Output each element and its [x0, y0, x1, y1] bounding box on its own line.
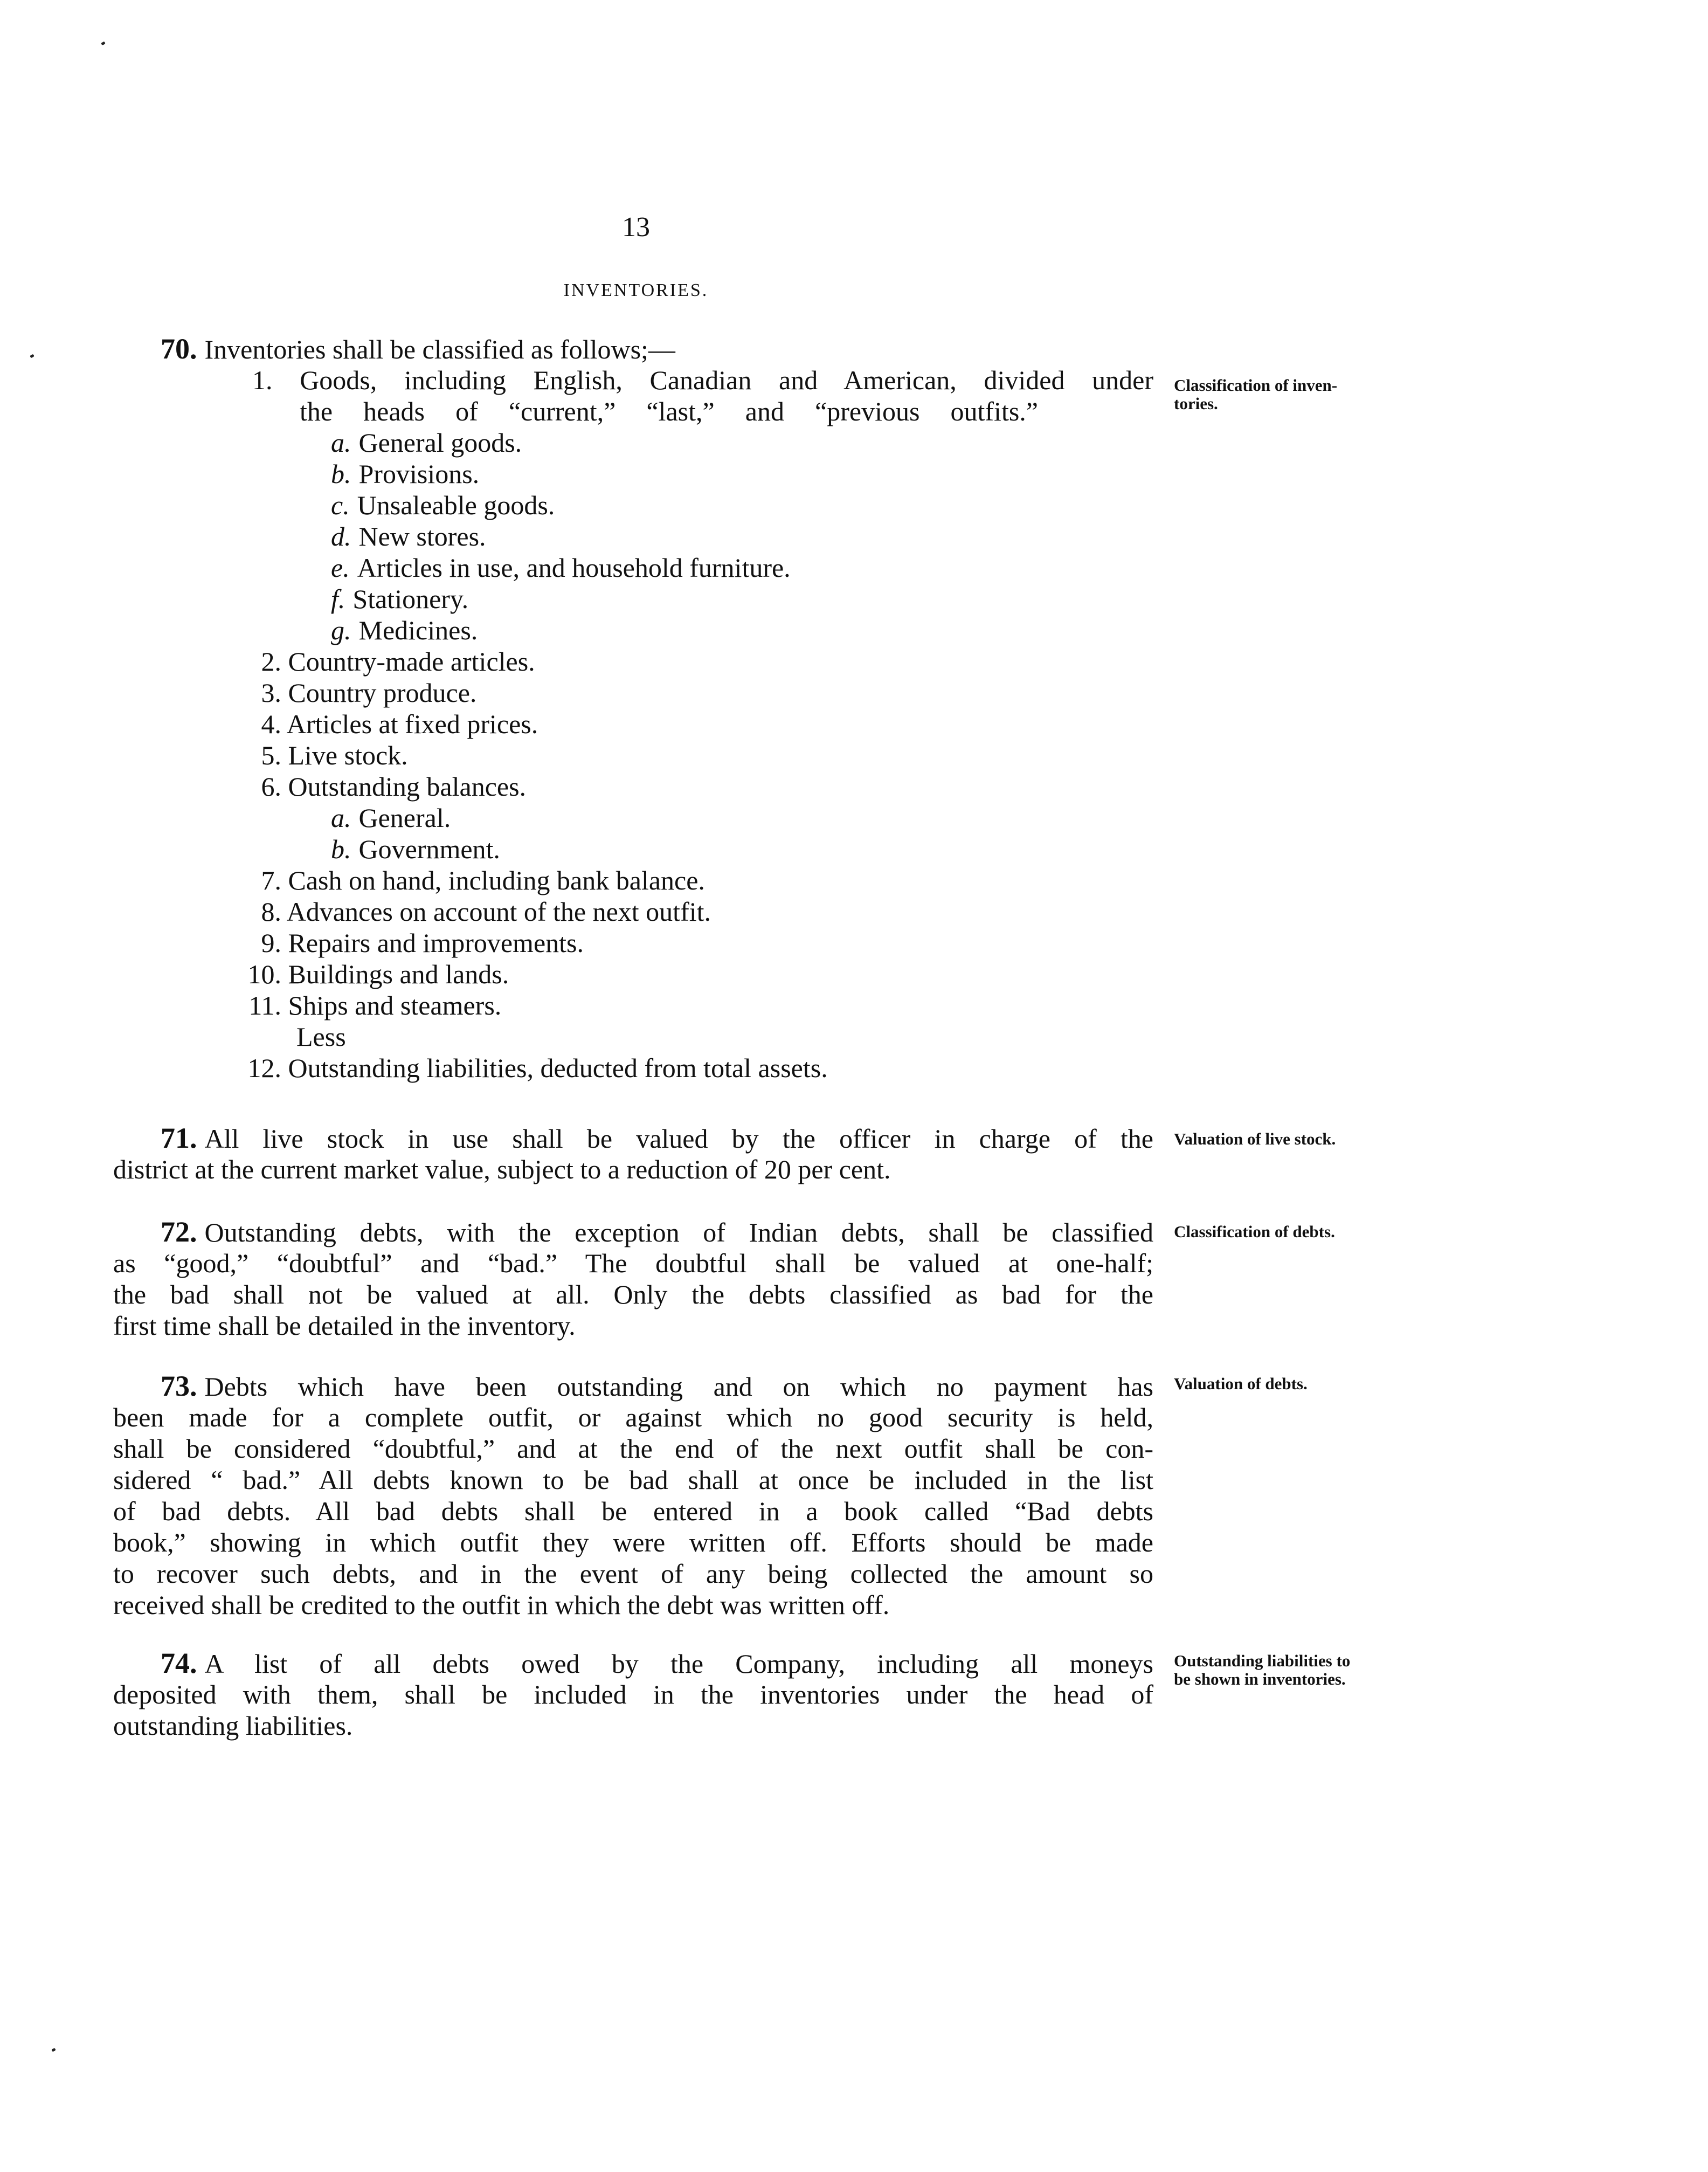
- para74-margin-note: [1174, 1652, 1350, 1688]
- para72-line-4: first time shall be detailed in the inventory.: [113, 1311, 576, 1341]
- para72-line-2: as “good,” “doubtful” and “bad.” The doubtful shall be valued at one-half;: [113, 1248, 1153, 1278]
- sub-item-text: Unsaleable goods.: [357, 490, 555, 520]
- para74-line-2: deposited with them, shall be included in the inventories under the head of: [113, 1679, 1153, 1709]
- list-item-12: [227, 1052, 828, 1084]
- list-item-number: 8.: [261, 897, 281, 927]
- list-item-number: 6.: [261, 771, 281, 802]
- list-item-number: 10.: [247, 959, 281, 989]
- para71-line-1: [161, 1122, 1153, 1154]
- para73-line-1: [161, 1370, 1153, 1402]
- para73-number: 73.: [161, 1370, 197, 1402]
- list-item-4: [227, 708, 538, 740]
- margin-note-line: Valuation of live stock.: [1174, 1129, 1336, 1148]
- para70-intro-line: [161, 333, 675, 365]
- para70-intro: Inventories shall be classified as follows;—: [204, 334, 675, 364]
- margin-note-line: tories.: [1174, 394, 1218, 413]
- list-item-text: Advances on account of the next outfit.: [286, 897, 711, 927]
- para73-line-5: of bad debts. All bad debts shall be entered in a book called “Bad debts: [113, 1496, 1153, 1526]
- list-less-label: Less: [296, 1022, 346, 1052]
- list-item-text: Cash on hand, including bank balance.: [288, 865, 705, 895]
- list-item-3: [227, 677, 476, 708]
- para72-line-3: the bad shall not be valued at all. Only the debts classified as bad for the: [113, 1279, 1153, 1309]
- sub-item-a: [331, 427, 522, 458]
- list-item-number: 11.: [248, 990, 281, 1021]
- section-heading: INVENTORIES.: [563, 280, 709, 300]
- para72-text: Outstanding debts, with the exception of Indian debts, shall be classified: [204, 1217, 1153, 1247]
- sub-item-text: Stationery.: [352, 584, 469, 614]
- sub-item-g: [331, 615, 478, 646]
- sub-item-letter: d.: [331, 521, 351, 551]
- list-item-9: [227, 927, 584, 959]
- list-item-number: 7.: [261, 865, 281, 895]
- scan-speck: [51, 2048, 56, 2052]
- list-item-text: Repairs and improvements.: [288, 928, 584, 958]
- sub-item-d: [331, 521, 486, 552]
- list-item-text: Goods, including English, Canadian and American, divided under: [300, 365, 1154, 395]
- list-item-text: Country-made articles.: [288, 646, 535, 677]
- list-item-2: [227, 646, 535, 677]
- para73-line-4: sidered “ bad.” All debts known to be bad shall at once be included in the list: [113, 1465, 1153, 1495]
- para74-text: A list of all debts owed by the Company, including all moneys: [204, 1649, 1153, 1679]
- list-item-number: 9.: [261, 928, 281, 958]
- sub-item-text: General.: [358, 803, 451, 833]
- sub-item-letter: e.: [331, 553, 350, 583]
- list-item-1: [252, 364, 1153, 396]
- list-item-5: [227, 740, 408, 771]
- para70-margin-note: [1174, 376, 1337, 413]
- para73-line-7: to recover such debts, and in the event of any being collected the amount so: [113, 1559, 1153, 1589]
- list-item-text: Ships and steamers.: [288, 990, 502, 1021]
- margin-note-line: Classification of inven-: [1174, 376, 1338, 395]
- para71-number: 71.: [161, 1122, 197, 1154]
- list-item-number: 1.: [252, 365, 273, 395]
- para71-margin-note: [1174, 1130, 1336, 1148]
- list-item-8: [227, 896, 711, 927]
- list-item-number: 3.: [261, 678, 281, 708]
- para73-text: Debts which have been outstanding and on which no payment has: [204, 1371, 1153, 1402]
- sub-item-text: New stores.: [358, 521, 486, 551]
- sub-item-b: [331, 833, 500, 865]
- sub-item-letter: a.: [331, 803, 351, 833]
- list-item-text: Outstanding balances.: [288, 771, 527, 802]
- para71-line-2: district at the current market value, subject to a reduction of 20 per cent.: [113, 1154, 891, 1184]
- para72-line-1: [161, 1216, 1153, 1248]
- list-item-6: [227, 771, 526, 802]
- sub-item-text: Medicines.: [358, 615, 478, 645]
- list-item-number: 5.: [261, 740, 281, 770]
- sub-item-e: [331, 552, 791, 583]
- sub-item-letter: a.: [331, 427, 351, 458]
- sub-item-f: [331, 583, 468, 615]
- list-item-number: 4.: [261, 709, 281, 739]
- list-item-continuation: the heads of “current,” “last,” and “previous outfits.”: [300, 396, 1038, 426]
- scan-speck: [101, 42, 106, 46]
- para70-number: 70.: [161, 333, 197, 365]
- page-number: 13: [622, 212, 650, 243]
- list-item-11: [227, 990, 501, 1021]
- list-item-7: [227, 865, 705, 896]
- sub-item-b: [331, 458, 479, 489]
- para74-line-3: outstanding liabilities.: [113, 1711, 353, 1741]
- list-item-number: 2.: [261, 646, 281, 677]
- list-item-text: Buildings and lands.: [288, 959, 509, 989]
- sub-item-text: Provisions.: [358, 459, 480, 489]
- list-item-text: Outstanding liabilities, deducted from total assets.: [288, 1053, 828, 1083]
- para71-text: All live stock in use shall be valued by the officer in charge of the: [204, 1123, 1153, 1154]
- margin-note-line: be shown in inventories.: [1174, 1670, 1346, 1688]
- sub-item-letter: b.: [331, 834, 351, 864]
- para72-margin-note: [1174, 1223, 1335, 1241]
- list-item-text: Live stock.: [288, 740, 408, 770]
- sub-item-text: Government.: [358, 834, 500, 864]
- scan-speck: [30, 354, 34, 358]
- list-item-text: Country produce.: [288, 678, 477, 708]
- para73-line-2: been made for a complete outfit, or against which no good security is held,: [113, 1402, 1153, 1432]
- sub-item-a: [331, 802, 451, 833]
- para73-line-6: book,” showing in which outfit they were written off. Efforts should be made: [113, 1527, 1153, 1557]
- list-item-text: Articles at fixed prices.: [286, 709, 538, 739]
- para73-margin-note: [1174, 1375, 1308, 1393]
- para73-line-8: received shall be credited to the outfit in which the debt was written off.: [113, 1590, 890, 1620]
- para72-number: 72.: [161, 1216, 197, 1248]
- sub-item-letter: g.: [331, 615, 351, 645]
- para74-line-1: [161, 1647, 1153, 1679]
- sub-item-text: General goods.: [358, 427, 522, 458]
- list-item-10: [227, 959, 509, 990]
- para74-number: 74.: [161, 1647, 197, 1679]
- margin-note-line: Valuation of debts.: [1174, 1374, 1308, 1393]
- sub-item-c: [331, 489, 555, 521]
- sub-item-letter: c.: [331, 490, 350, 520]
- margin-note-line: Classification of debts.: [1174, 1222, 1335, 1241]
- sub-item-letter: b.: [331, 459, 351, 489]
- sub-item-letter: f.: [331, 584, 345, 614]
- sub-item-text: Articles in use, and household furniture.: [357, 553, 791, 583]
- list-item-number: 12.: [247, 1053, 281, 1083]
- para73-line-3: shall be considered “doubtful,” and at the end of the next outfit shall be con-: [113, 1433, 1153, 1464]
- margin-note-line: Outstanding liabilities to: [1174, 1651, 1351, 1670]
